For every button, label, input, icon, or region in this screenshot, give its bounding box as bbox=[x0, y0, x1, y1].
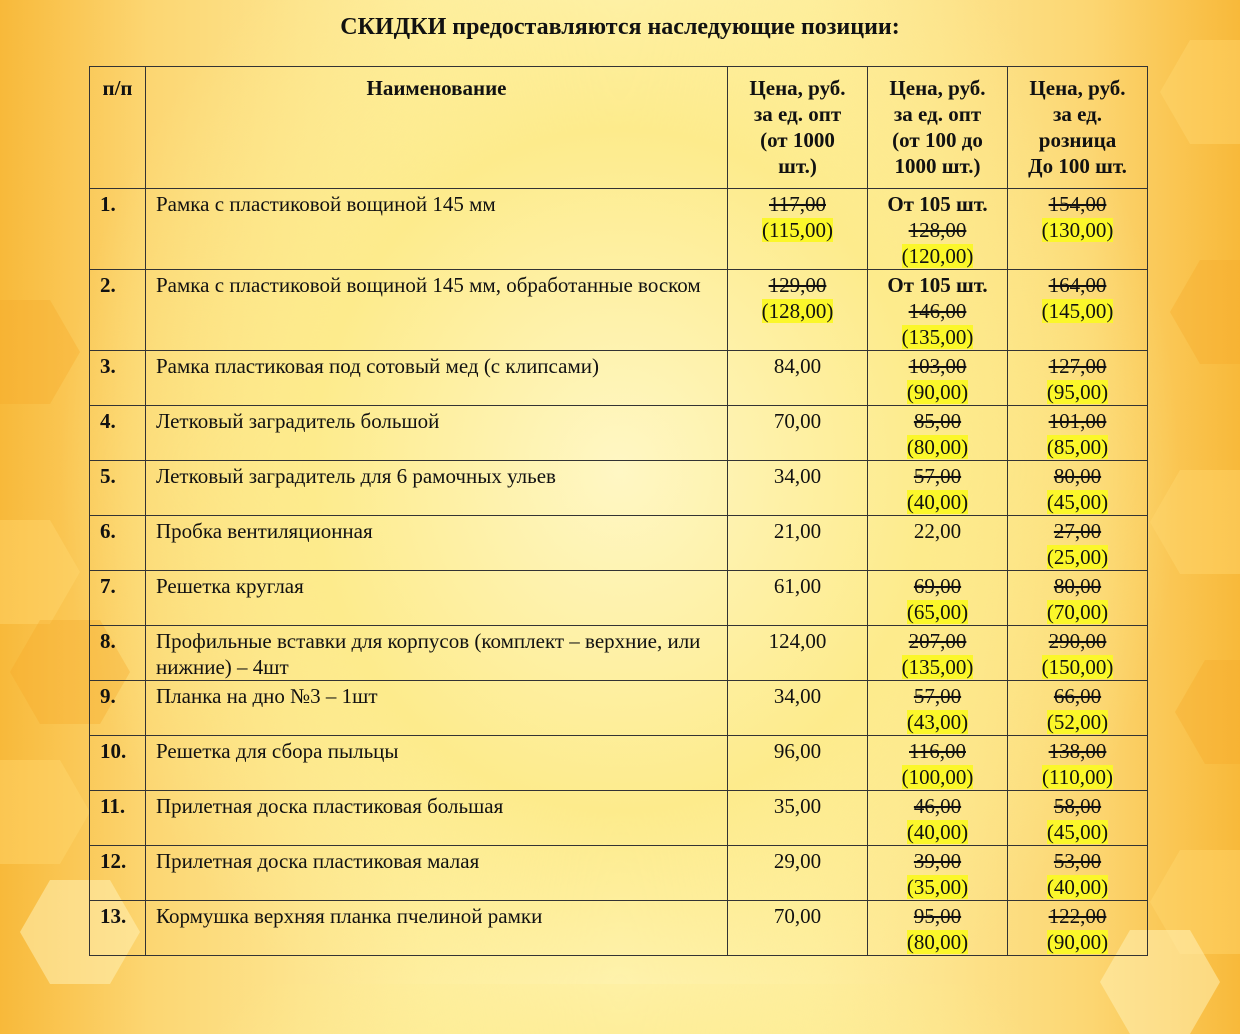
price-retail bbox=[1008, 571, 1148, 626]
price-retail bbox=[1008, 516, 1148, 571]
header-opt1000: Цена, руб. за ед. опт (от 1000 шт.) bbox=[728, 67, 868, 189]
price-retail bbox=[1008, 351, 1148, 406]
header-num: п/п bbox=[90, 67, 146, 189]
product-name: Рамка с пластиковой вощиной 145 мм, обработанные воском bbox=[146, 270, 728, 351]
product-name: Решетка круглая bbox=[146, 571, 728, 626]
price-opt1000 bbox=[728, 189, 868, 270]
old-price: 290,00 bbox=[1048, 629, 1107, 653]
new-price: (40,00) bbox=[906, 490, 969, 514]
old-price: 27,00 bbox=[1053, 519, 1102, 543]
price-opt100: 22,00 bbox=[868, 516, 1008, 571]
old-price: 66,00 bbox=[1053, 684, 1102, 708]
price-opt1000 bbox=[728, 270, 868, 351]
quantity-note: От 105 шт. bbox=[887, 192, 988, 216]
new-price: (25,00) bbox=[1046, 545, 1109, 569]
product-name: Рамка пластиковая под сотовый мед (с клипсами) bbox=[146, 351, 728, 406]
new-price: (65,00) bbox=[906, 600, 969, 624]
old-price: 39,00 bbox=[913, 849, 962, 873]
row-number: 1. bbox=[90, 189, 146, 270]
price-retail bbox=[1008, 846, 1148, 901]
new-price: (95,00) bbox=[1046, 380, 1109, 404]
old-price: 164,00 bbox=[1048, 273, 1107, 297]
new-price: (130,00) bbox=[1041, 218, 1114, 242]
discount-table bbox=[89, 66, 1148, 956]
price-retail bbox=[1008, 461, 1148, 516]
old-price: 57,00 bbox=[913, 684, 962, 708]
new-price: (90,00) bbox=[906, 380, 969, 404]
price-retail bbox=[1008, 791, 1148, 846]
old-price: 46,00 bbox=[913, 794, 962, 818]
price-opt1000: 21,00 bbox=[728, 516, 868, 571]
old-price: 58,00 bbox=[1053, 794, 1102, 818]
new-price: (52,00) bbox=[1046, 710, 1109, 734]
row-number: 7. bbox=[90, 571, 146, 626]
price-opt1000: 96,00 bbox=[728, 736, 868, 791]
new-price: (35,00) bbox=[906, 875, 969, 899]
old-price: 116,00 bbox=[909, 739, 966, 763]
price-opt100 bbox=[868, 736, 1008, 791]
old-price: 53,00 bbox=[1053, 849, 1102, 873]
header-opt100: Цена, руб. за ед. опт (от 100 до 1000 шт.) bbox=[868, 67, 1008, 189]
table-row bbox=[90, 626, 1148, 681]
price-retail bbox=[1008, 626, 1148, 681]
page-title: СКИДКИ предоставляются наследующие позиции: bbox=[340, 14, 900, 40]
price-opt100 bbox=[868, 791, 1008, 846]
row-number: 6. bbox=[90, 516, 146, 571]
row-number: 4. bbox=[90, 406, 146, 461]
table-row bbox=[90, 681, 1148, 736]
old-price: 57,00 bbox=[913, 464, 962, 488]
table-row bbox=[90, 901, 1148, 956]
header-name: Наименование bbox=[146, 67, 728, 189]
old-price: 103,00 bbox=[908, 354, 967, 378]
old-price: 80,00 bbox=[1053, 464, 1102, 488]
product-name: Летковый заградитель большой bbox=[146, 406, 728, 461]
old-price: 138,00 bbox=[1048, 739, 1107, 763]
new-price: (135,00) bbox=[901, 655, 974, 679]
table-row bbox=[90, 461, 1148, 516]
old-price: 129,00 bbox=[768, 273, 827, 297]
table-row bbox=[90, 846, 1148, 901]
new-price: (145,00) bbox=[1041, 299, 1114, 323]
product-name: Рамка с пластиковой вощиной 145 мм bbox=[146, 189, 728, 270]
product-name: Прилетная доска пластиковая большая bbox=[146, 791, 728, 846]
row-number: 3. bbox=[90, 351, 146, 406]
table-row bbox=[90, 791, 1148, 846]
row-number: 2. bbox=[90, 270, 146, 351]
row-number: 8. bbox=[90, 626, 146, 681]
price-opt1000: 70,00 bbox=[728, 406, 868, 461]
price-opt1000: 34,00 bbox=[728, 681, 868, 736]
price-opt100 bbox=[868, 189, 1008, 270]
price-opt100 bbox=[868, 626, 1008, 681]
price-retail bbox=[1008, 901, 1148, 956]
price-retail bbox=[1008, 270, 1148, 351]
new-price: (150,00) bbox=[1041, 655, 1114, 679]
price-opt1000: 35,00 bbox=[728, 791, 868, 846]
old-price: 69,00 bbox=[913, 574, 962, 598]
quantity-note: От 105 шт. bbox=[887, 273, 988, 297]
price-retail bbox=[1008, 189, 1148, 270]
old-price: 128,00 bbox=[908, 218, 967, 242]
new-price: (45,00) bbox=[1046, 820, 1109, 844]
old-price: 127,00 bbox=[1048, 354, 1107, 378]
new-price: (40,00) bbox=[1046, 875, 1109, 899]
new-price: (110,00) bbox=[1042, 765, 1113, 789]
product-name: Прилетная доска пластиковая малая bbox=[146, 846, 728, 901]
new-price: (45,00) bbox=[1046, 490, 1109, 514]
table-row bbox=[90, 270, 1148, 351]
new-price: (80,00) bbox=[906, 930, 969, 954]
new-price: (43,00) bbox=[906, 710, 969, 734]
price-opt100 bbox=[868, 901, 1008, 956]
price-opt100 bbox=[868, 270, 1008, 351]
table-row bbox=[90, 736, 1148, 791]
price-opt1000: 70,00 bbox=[728, 901, 868, 956]
new-price: (128,00) bbox=[761, 299, 834, 323]
old-price: 95,00 bbox=[913, 904, 962, 928]
new-price: (90,00) bbox=[1046, 930, 1109, 954]
price-retail bbox=[1008, 406, 1148, 461]
old-price: 117,00 bbox=[769, 192, 826, 216]
old-price: 85,00 bbox=[913, 409, 962, 433]
new-price: (135,00) bbox=[901, 325, 974, 349]
new-price: (80,00) bbox=[906, 435, 969, 459]
price-opt1000: 61,00 bbox=[728, 571, 868, 626]
price-opt100 bbox=[868, 406, 1008, 461]
old-price: 154,00 bbox=[1048, 192, 1107, 216]
price-opt100 bbox=[868, 461, 1008, 516]
price-opt100 bbox=[868, 681, 1008, 736]
product-name: Решетка для сбора пыльцы bbox=[146, 736, 728, 791]
product-name: Планка на дно №3 – 1шт bbox=[146, 681, 728, 736]
product-name: Летковый заградитель для 6 рамочных ульев bbox=[146, 461, 728, 516]
price-opt100 bbox=[868, 571, 1008, 626]
old-price: 80,00 bbox=[1053, 574, 1102, 598]
product-name: Пробка вентиляционная bbox=[146, 516, 728, 571]
new-price: (70,00) bbox=[1046, 600, 1109, 624]
header-retail: Цена, руб. за ед. розница До 100 шт. bbox=[1008, 67, 1148, 189]
table-row bbox=[90, 516, 1148, 571]
old-price: 122,00 bbox=[1048, 904, 1107, 928]
price-opt1000: 124,00 bbox=[728, 626, 868, 681]
product-name: Профильные вставки для корпусов (комплект – верхние, или нижние) – 4шт bbox=[146, 626, 728, 681]
product-name: Кормушка верхняя планка пчелиной рамки bbox=[146, 901, 728, 956]
table-row bbox=[90, 406, 1148, 461]
table-row bbox=[90, 571, 1148, 626]
price-opt1000: 34,00 bbox=[728, 461, 868, 516]
price-opt1000: 29,00 bbox=[728, 846, 868, 901]
old-price: 146,00 bbox=[908, 299, 967, 323]
new-price: (120,00) bbox=[901, 244, 974, 268]
price-retail bbox=[1008, 681, 1148, 736]
price-opt100 bbox=[868, 846, 1008, 901]
old-price: 101,00 bbox=[1048, 409, 1107, 433]
row-number: 10. bbox=[90, 736, 146, 791]
row-number: 11. bbox=[90, 791, 146, 846]
price-opt100 bbox=[868, 351, 1008, 406]
price-opt1000: 84,00 bbox=[728, 351, 868, 406]
new-price: (100,00) bbox=[901, 765, 974, 789]
table-row bbox=[90, 351, 1148, 406]
new-price: (115,00) bbox=[762, 218, 833, 242]
table-row bbox=[90, 189, 1148, 270]
new-price: (85,00) bbox=[1046, 435, 1109, 459]
new-price: (40,00) bbox=[906, 820, 969, 844]
row-number: 13. bbox=[90, 901, 146, 956]
price-retail bbox=[1008, 736, 1148, 791]
old-price: 207,00 bbox=[908, 629, 967, 653]
row-number: 12. bbox=[90, 846, 146, 901]
row-number: 5. bbox=[90, 461, 146, 516]
table-header-row bbox=[90, 67, 1148, 189]
row-number: 9. bbox=[90, 681, 146, 736]
